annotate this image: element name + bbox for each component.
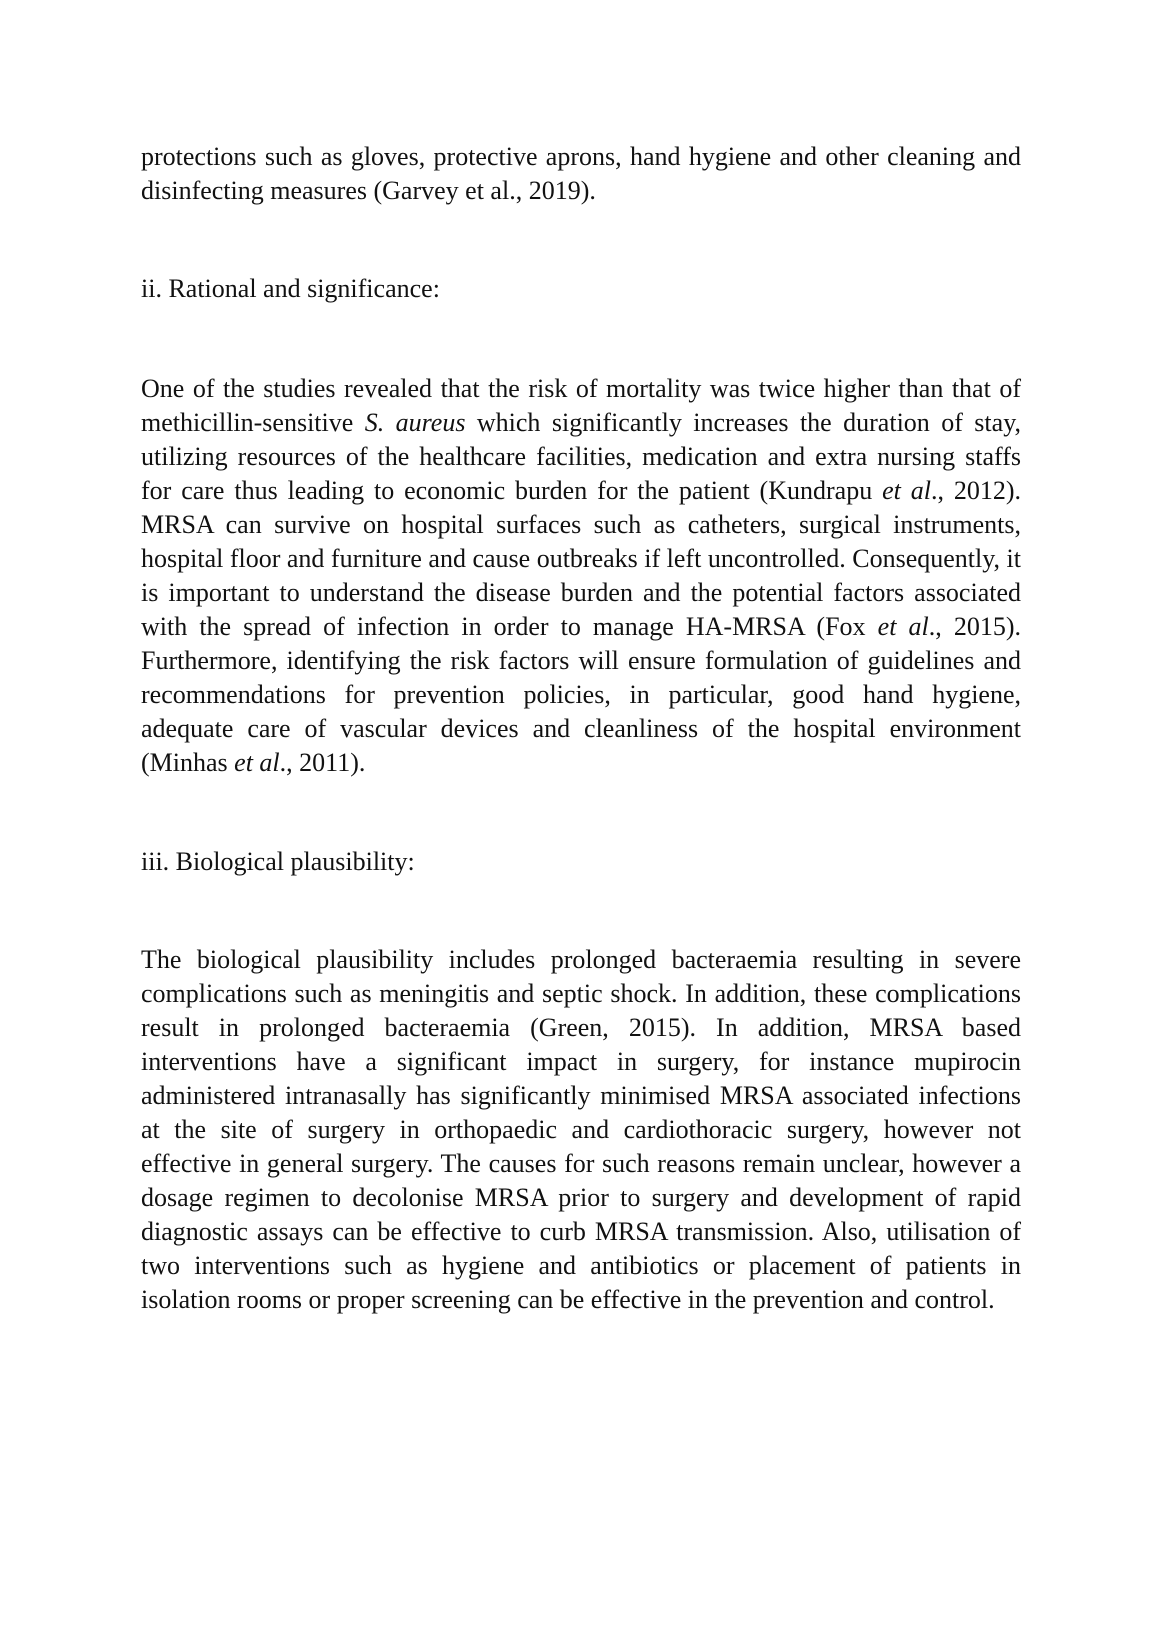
text-run: One of the studies revealed that the risk of mortality was twice higher than that of methicillin-sensitive	[141, 374, 1021, 437]
text-run: ., 2015). Furthermore, identifying the risk factors will ensure formulation of guidelines and recommendations for prevention policies, in particular, good hand hygiene, adequate care of vascular devices and cleanliness of the hospital environment (Minhas	[141, 612, 1021, 777]
intro-paragraph: protections such as gloves, protective aprons, hand hygiene and other cleaning and disinfecting measures (Garvey et al., 2019).	[141, 142, 1021, 205]
text-run: which significantly increases the duration of stay, utilizing resources of the healthcare facilities, medication and extra nursing staffs for care thus leading to economic burden for the patient (Kundrapu	[141, 408, 1021, 505]
rationale-paragraph	[141, 372, 1021, 780]
biological-plausibility-paragraph: The biological plausibility includes prolonged bacteraemia resulting in severe complications such as meningitis and septic shock. In addition, these complications result in prolonged bacteraemia (Green, 2015). In addition, MRSA based interventions have a significant impact in surgery, for instance mupirocin administered intranasally has significantly minimised MRSA associated infections at the site of surgery in orthopaedic and cardiothoracic surgery, however not effective in general surgery. The causes for such reasons remain unclear, however a dosage regimen to decolonise MRSA prior to surgery and development of rapid diagnostic assays can be effective to curb MRSA transmission. Also, utilisation of two interventions such as hygiene and antibiotics or placement of patients in isolation rooms or proper screening can be effective in the prevention and control.	[141, 945, 1021, 1314]
section-heading-biological-plausibility: iii. Biological plausibility:	[141, 847, 415, 876]
et-al-italic: et al	[877, 612, 929, 641]
et-al-italic: et al	[234, 748, 280, 777]
text-run: ., 2012). MRSA can survive on hospital surfaces such as catheters, surgical instruments, hospital floor and furniture and cause outbreaks if left uncontrolled. Consequently, it is important to understand the disease burden and the potential factors associated with the spread of infection in order to manage HA-MRSA (Fox	[141, 476, 1021, 641]
section-heading-rationale: ii. Rational and significance:	[141, 274, 440, 303]
species-name-italic: S. aureus	[364, 408, 466, 437]
text-run: ., 2011).	[279, 748, 366, 777]
et-al-italic: et al	[882, 476, 931, 505]
